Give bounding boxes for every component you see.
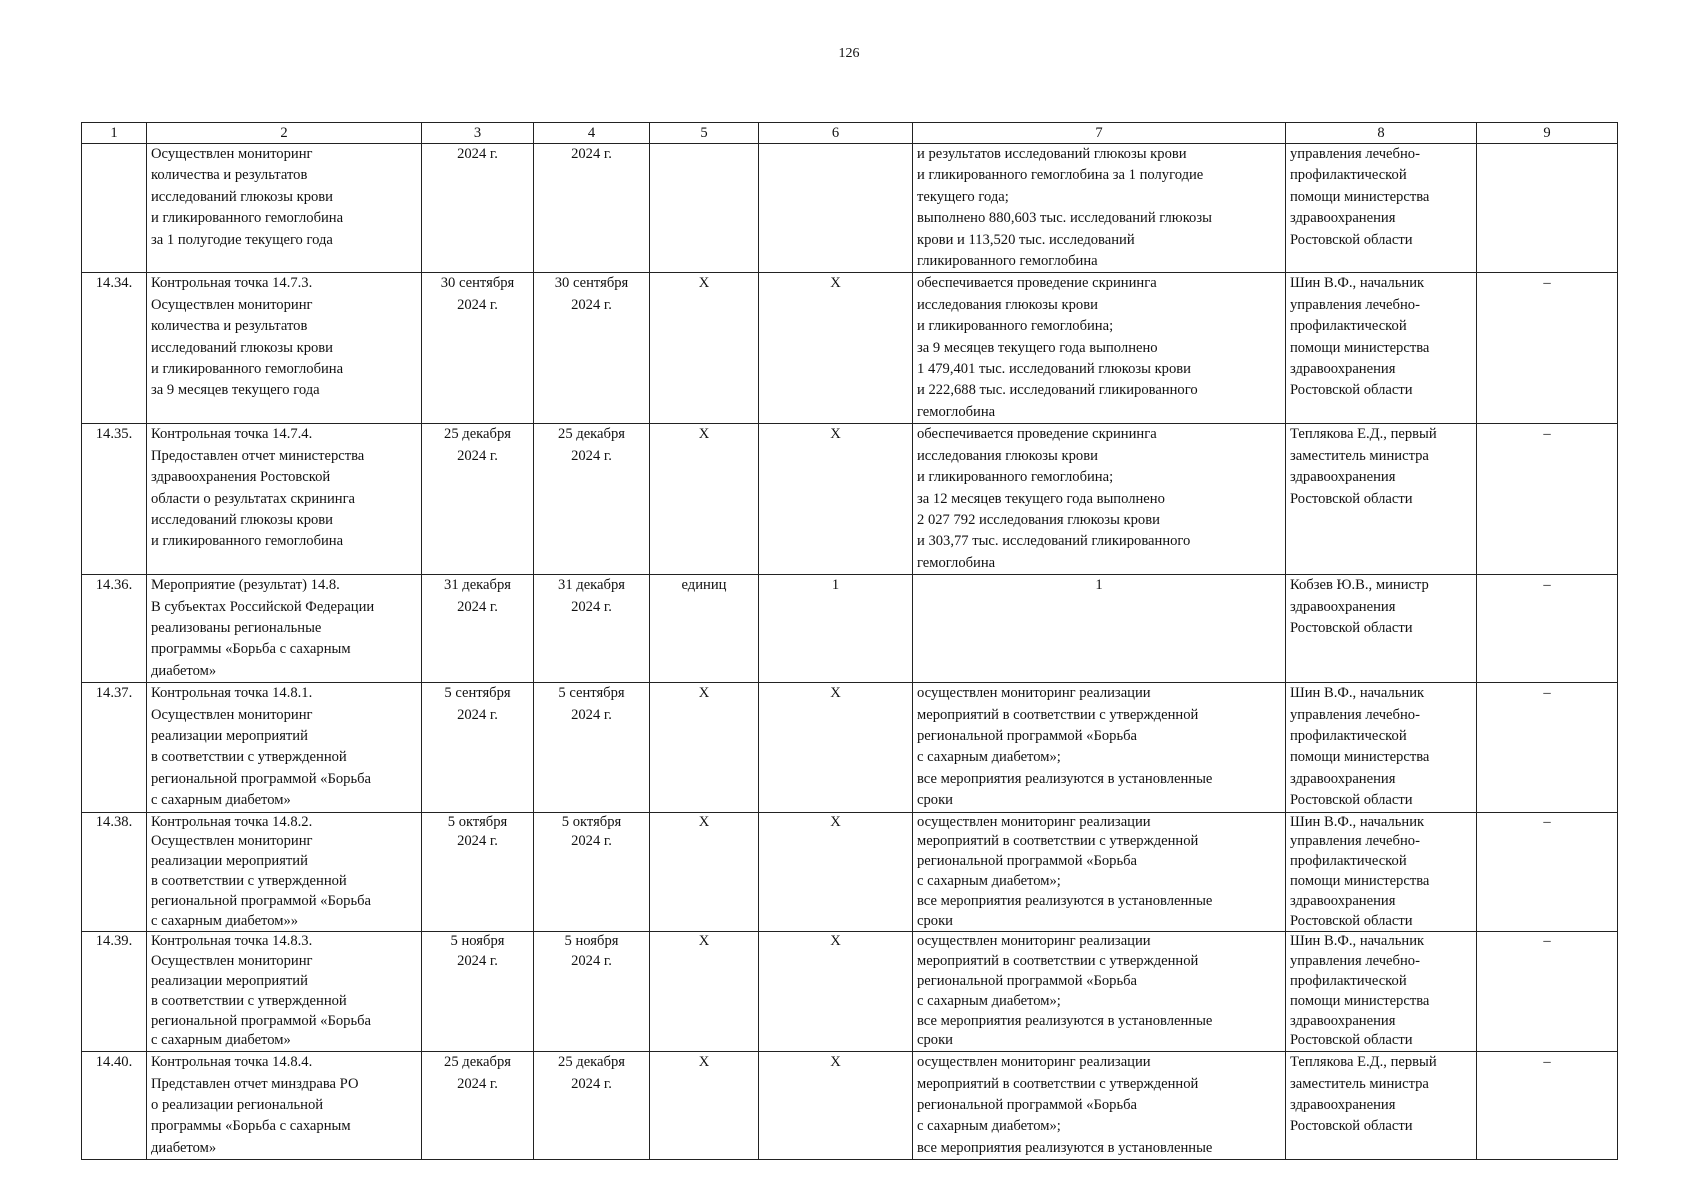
value-cell: X: [759, 812, 913, 932]
row-number: 14.40.: [82, 1052, 147, 1160]
unit-cell: X: [650, 1052, 759, 1160]
responsible-cell: Шин В.Ф., начальник управления лечебно- профилактической помощи министерства здравоохранения Ростовской области: [1286, 932, 1477, 1052]
column-header: 1: [82, 123, 147, 144]
unit-cell: X: [650, 932, 759, 1052]
note-cell: –: [1477, 1052, 1618, 1160]
start-date: 2024 г.: [422, 144, 534, 273]
start-date: 5 ноября 2024 г.: [422, 932, 534, 1052]
end-date: 5 ноября 2024 г.: [534, 932, 650, 1052]
row-number: [82, 144, 147, 273]
note-cell: –: [1477, 683, 1618, 812]
end-date: 5 октября 2024 г.: [534, 812, 650, 932]
note-cell: –: [1477, 424, 1618, 575]
result-cell: обеспечивается проведение скрининга исследования глюкозы крови и гликированного гемоглобина; за 12 месяцев текущего года выполнено 2 027 792 исследования глюкозы крови и 303,77 тыс. исследований гликированного гемоглобина: [913, 424, 1286, 575]
unit-cell: [650, 144, 759, 273]
responsible-cell: Шин В.Ф., начальник управления лечебно- профилактической помощи министерства здравоохранения Ростовской области: [1286, 683, 1477, 812]
table-row: [82, 812, 1618, 932]
column-header: 4: [534, 123, 650, 144]
row-number: 14.37.: [82, 683, 147, 812]
result-cell: обеспечивается проведение скрининга исследования глюкозы крови и гликированного гемоглобина; за 9 месяцев текущего года выполнено 1 479,401 тыс. исследований глюкозы крови и 222,688 тыс. исследований гликированного гемоглобина: [913, 273, 1286, 424]
activity-name: Мероприятие (результат) 14.8. В субъектах Российской Федерации реализованы региональные программы «Борьба с сахарным диабетом»: [147, 575, 422, 683]
responsible-cell: Кобзев Ю.В., министр здравоохранения Ростовской области: [1286, 575, 1477, 683]
report-table: [81, 122, 1618, 1160]
activity-name: Контрольная точка 14.7.3. Осуществлен мониторинг количества и результатов исследований глюкозы крови и гликированного гемоглобина за 9 месяцев текущего года: [147, 273, 422, 424]
result-cell: осуществлен мониторинг реализации мероприятий в соответствии с утвержденной региональной программой «Борьба с сахарным диабетом»; все мероприятия реализуются в установленные сроки: [913, 932, 1286, 1052]
note-cell: –: [1477, 273, 1618, 424]
start-date: 25 декабря 2024 г.: [422, 424, 534, 575]
value-cell: X: [759, 424, 913, 575]
responsible-cell: Теплякова Е.Д., первый заместитель министра здравоохранения Ростовской области: [1286, 1052, 1477, 1160]
unit-cell: X: [650, 273, 759, 424]
column-header: 6: [759, 123, 913, 144]
value-cell: [759, 144, 913, 273]
end-date: 30 сентября 2024 г.: [534, 273, 650, 424]
end-date: 25 декабря 2024 г.: [534, 424, 650, 575]
responsible-cell: управления лечебно- профилактической помощи министерства здравоохранения Ростовской области: [1286, 144, 1477, 273]
unit-cell: X: [650, 812, 759, 932]
column-header: 5: [650, 123, 759, 144]
value-cell: X: [759, 683, 913, 812]
unit-cell: X: [650, 424, 759, 575]
note-cell: –: [1477, 812, 1618, 932]
value-cell: X: [759, 1052, 913, 1160]
end-date: 2024 г.: [534, 144, 650, 273]
start-date: 5 сентября 2024 г.: [422, 683, 534, 812]
result-cell: осуществлен мониторинг реализации мероприятий в соответствии с утвержденной региональной программой «Борьба с сахарным диабетом»; все мероприятия реализуются в установленные сроки: [913, 812, 1286, 932]
start-date: 25 декабря 2024 г.: [422, 1052, 534, 1160]
table-row: [82, 144, 1618, 273]
end-date: 25 декабря 2024 г.: [534, 1052, 650, 1160]
responsible-cell: Теплякова Е.Д., первый заместитель министра здравоохранения Ростовской области: [1286, 424, 1477, 575]
note-cell: –: [1477, 932, 1618, 1052]
activity-name: Контрольная точка 14.8.3. Осуществлен мониторинг реализации мероприятий в соответствии с утвержденной региональной программой «Борьба с сахарным диабетом»: [147, 932, 422, 1052]
start-date: 31 декабря 2024 г.: [422, 575, 534, 683]
start-date: 30 сентября 2024 г.: [422, 273, 534, 424]
row-number: 14.34.: [82, 273, 147, 424]
activity-name: Контрольная точка 14.8.1. Осуществлен мониторинг реализации мероприятий в соответствии с утвержденной региональной программой «Борьба с сахарным диабетом»: [147, 683, 422, 812]
responsible-cell: Шин В.Ф., начальник управления лечебно- профилактической помощи министерства здравоохранения Ростовской области: [1286, 812, 1477, 932]
value-cell: X: [759, 932, 913, 1052]
column-header: 2: [147, 123, 422, 144]
result-cell: и результатов исследований глюкозы крови и гликированного гемоглобина за 1 полугодие текущего года; выполнено 880,603 тыс. исследований глюкозы крови и 113,520 тыс. исследований гликированного гемоглобина: [913, 144, 1286, 273]
activity-name: Контрольная точка 14.8.2. Осуществлен мониторинг реализации мероприятий в соответствии с утвержденной региональной программой «Борьба с сахарным диабетом»»: [147, 812, 422, 932]
result-cell: 1: [913, 575, 1286, 683]
table-row: [82, 424, 1618, 575]
table-row: [82, 575, 1618, 683]
column-header: 3: [422, 123, 534, 144]
column-header: 9: [1477, 123, 1618, 144]
row-number: 14.38.: [82, 812, 147, 932]
end-date: 5 сентября 2024 г.: [534, 683, 650, 812]
value-cell: X: [759, 273, 913, 424]
unit-cell: X: [650, 683, 759, 812]
table-row: [82, 932, 1618, 1052]
table-row: [82, 273, 1618, 424]
column-number-row: [82, 123, 1618, 144]
start-date: 5 октября 2024 г.: [422, 812, 534, 932]
row-number: 14.39.: [82, 932, 147, 1052]
row-number: 14.36.: [82, 575, 147, 683]
activity-name: Контрольная точка 14.8.4. Представлен отчет минздрава РО о реализации региональной программы «Борьба с сахарным диабетом»: [147, 1052, 422, 1160]
table-row: [82, 1052, 1618, 1160]
table-row: [82, 683, 1618, 812]
note-cell: [1477, 144, 1618, 273]
value-cell: 1: [759, 575, 913, 683]
page-number: 126: [838, 46, 860, 61]
result-cell: осуществлен мониторинг реализации мероприятий в соответствии с утвержденной региональной программой «Борьба с сахарным диабетом»; все мероприятия реализуются в установленные: [913, 1052, 1286, 1160]
note-cell: –: [1477, 575, 1618, 683]
activity-name: Осуществлен мониторинг количества и результатов исследований глюкозы крови и гликированного гемоглобина за 1 полугодие текущего года: [147, 144, 422, 273]
column-header: 8: [1286, 123, 1477, 144]
row-number: 14.35.: [82, 424, 147, 575]
unit-cell: единиц: [650, 575, 759, 683]
end-date: 31 декабря 2024 г.: [534, 575, 650, 683]
result-cell: осуществлен мониторинг реализации мероприятий в соответствии с утвержденной региональной программой «Борьба с сахарным диабетом»; все мероприятия реализуются в установленные сроки: [913, 683, 1286, 812]
responsible-cell: Шин В.Ф., начальник управления лечебно- профилактической помощи министерства здравоохранения Ростовской области: [1286, 273, 1477, 424]
activity-name: Контрольная точка 14.7.4. Предоставлен отчет министерства здравоохранения Ростовской области о результатах скрининга исследований глюкозы крови и гликированного гемоглобина: [147, 424, 422, 575]
column-header: 7: [913, 123, 1286, 144]
